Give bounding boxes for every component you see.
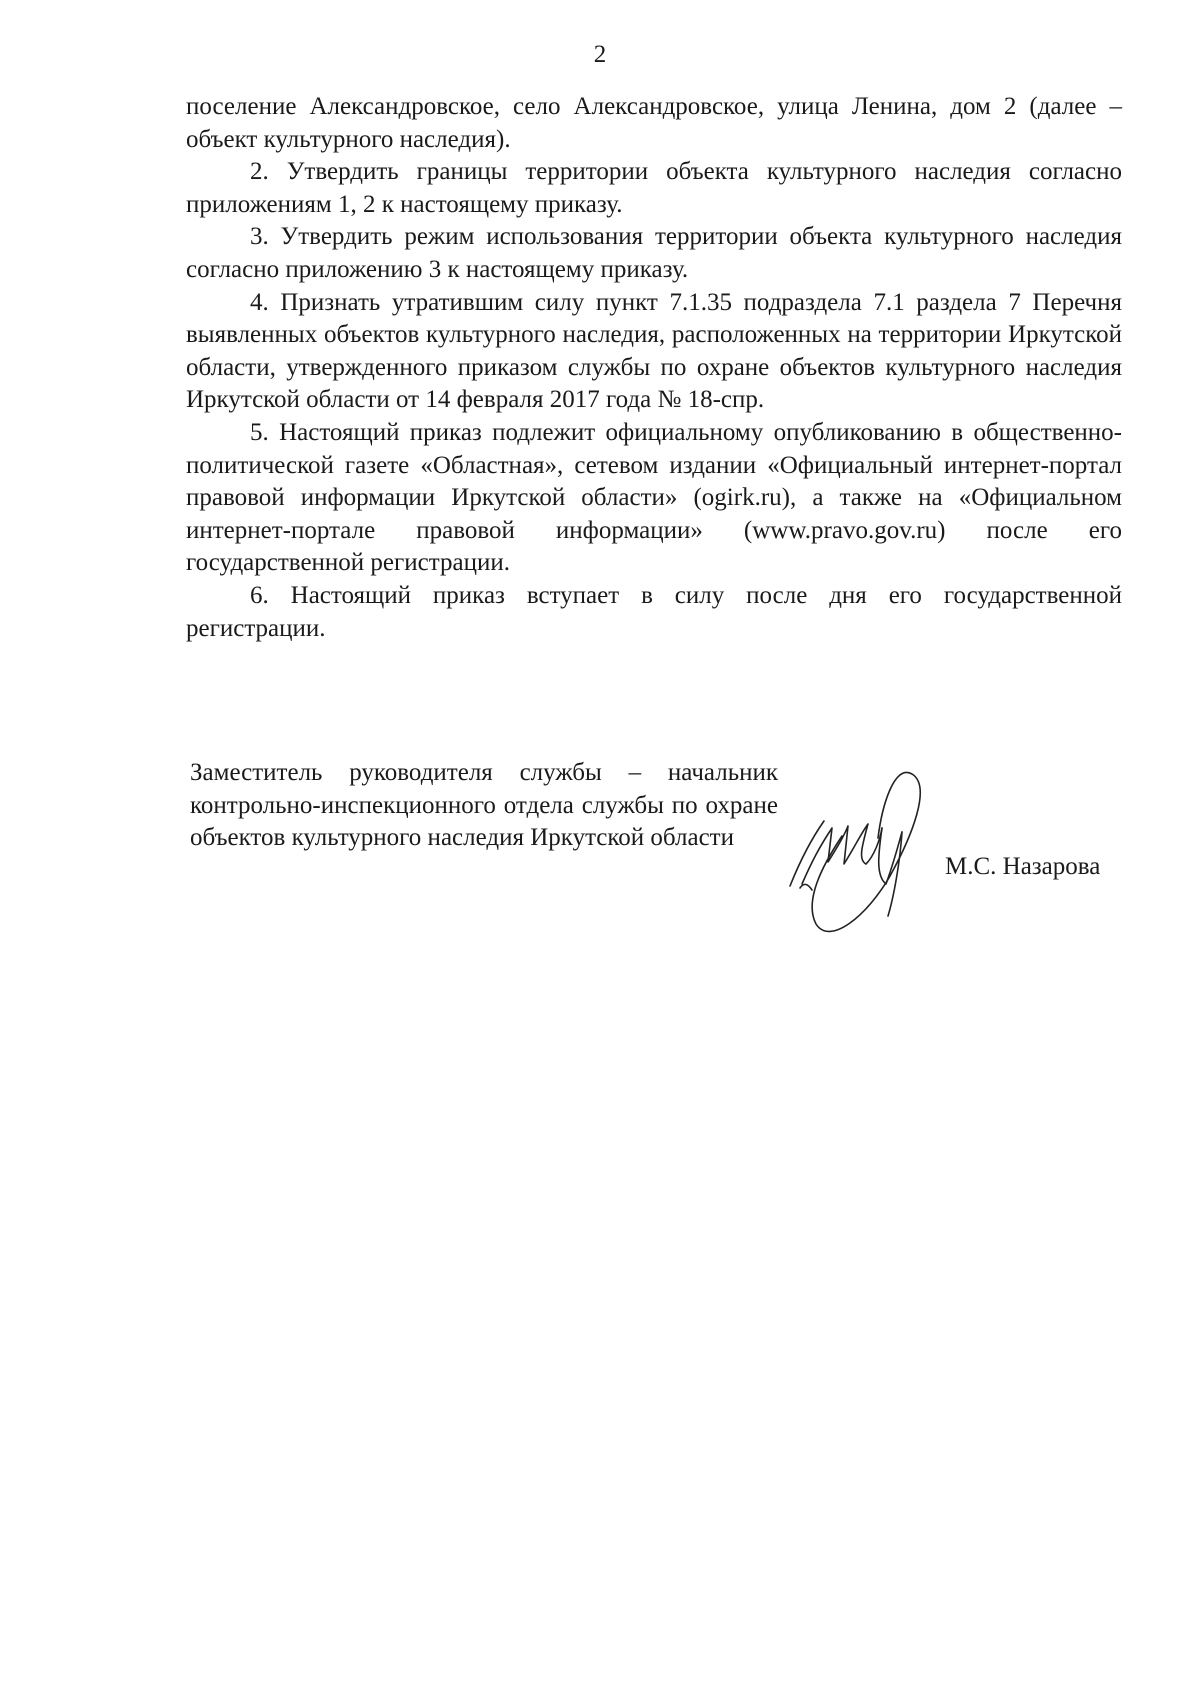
paragraph-item-2: 2. Утвердить границы территории объекта культурного наследия согласно приложениям 1, 2 к настоящему приказу. — [186, 158, 1122, 218]
paragraph-item-5: 5. Настоящий приказ подлежит официальному опубликованию в общественно-политической газете «Областная», сетевом издании «Официальный интернет-портал правовой информации Иркутской области» (ogirk.ru), а также на «Официальном интернет-портале правовой информации» (www.pravo.gov.ru) после его государственной регистрации. — [186, 418, 1122, 577]
signatory-name: М.С. Назарова — [945, 853, 1101, 880]
paragraph-item-3: 3. Утвердить режим использования территории объекта культурного наследия согласно приложению 3 к настоящему приказу. — [186, 223, 1122, 283]
document-body — [186, 91, 1122, 645]
signatory-title: Заместитель руководителя службы – начальник контрольно-инспекционного отдела службы по охране объектов культурного наследия Иркутской области — [190, 759, 778, 852]
handwritten-signature — [782, 766, 962, 946]
paragraph-item-6: 6. Настоящий приказ вступает в силу после дня его государственной регистрации. — [186, 581, 1122, 642]
page-number: 2 — [593, 41, 607, 68]
paragraph-continuation: поселение Александровское, село Александровское, улица Ленина, дом 2 (далее – объект культурного наследия). — [186, 93, 1122, 153]
paragraph-item-4: 4. Признать утратившим силу пункт 7.1.35 подраздела 7.1 раздела 7 Перечня выявленных объектов культурного наследия, расположенных на территории Иркутской области, утвержденного приказом службы по охране объектов культурного наследия Иркутской области от 14 февраля 2017 года № 18-спр. — [186, 288, 1122, 414]
